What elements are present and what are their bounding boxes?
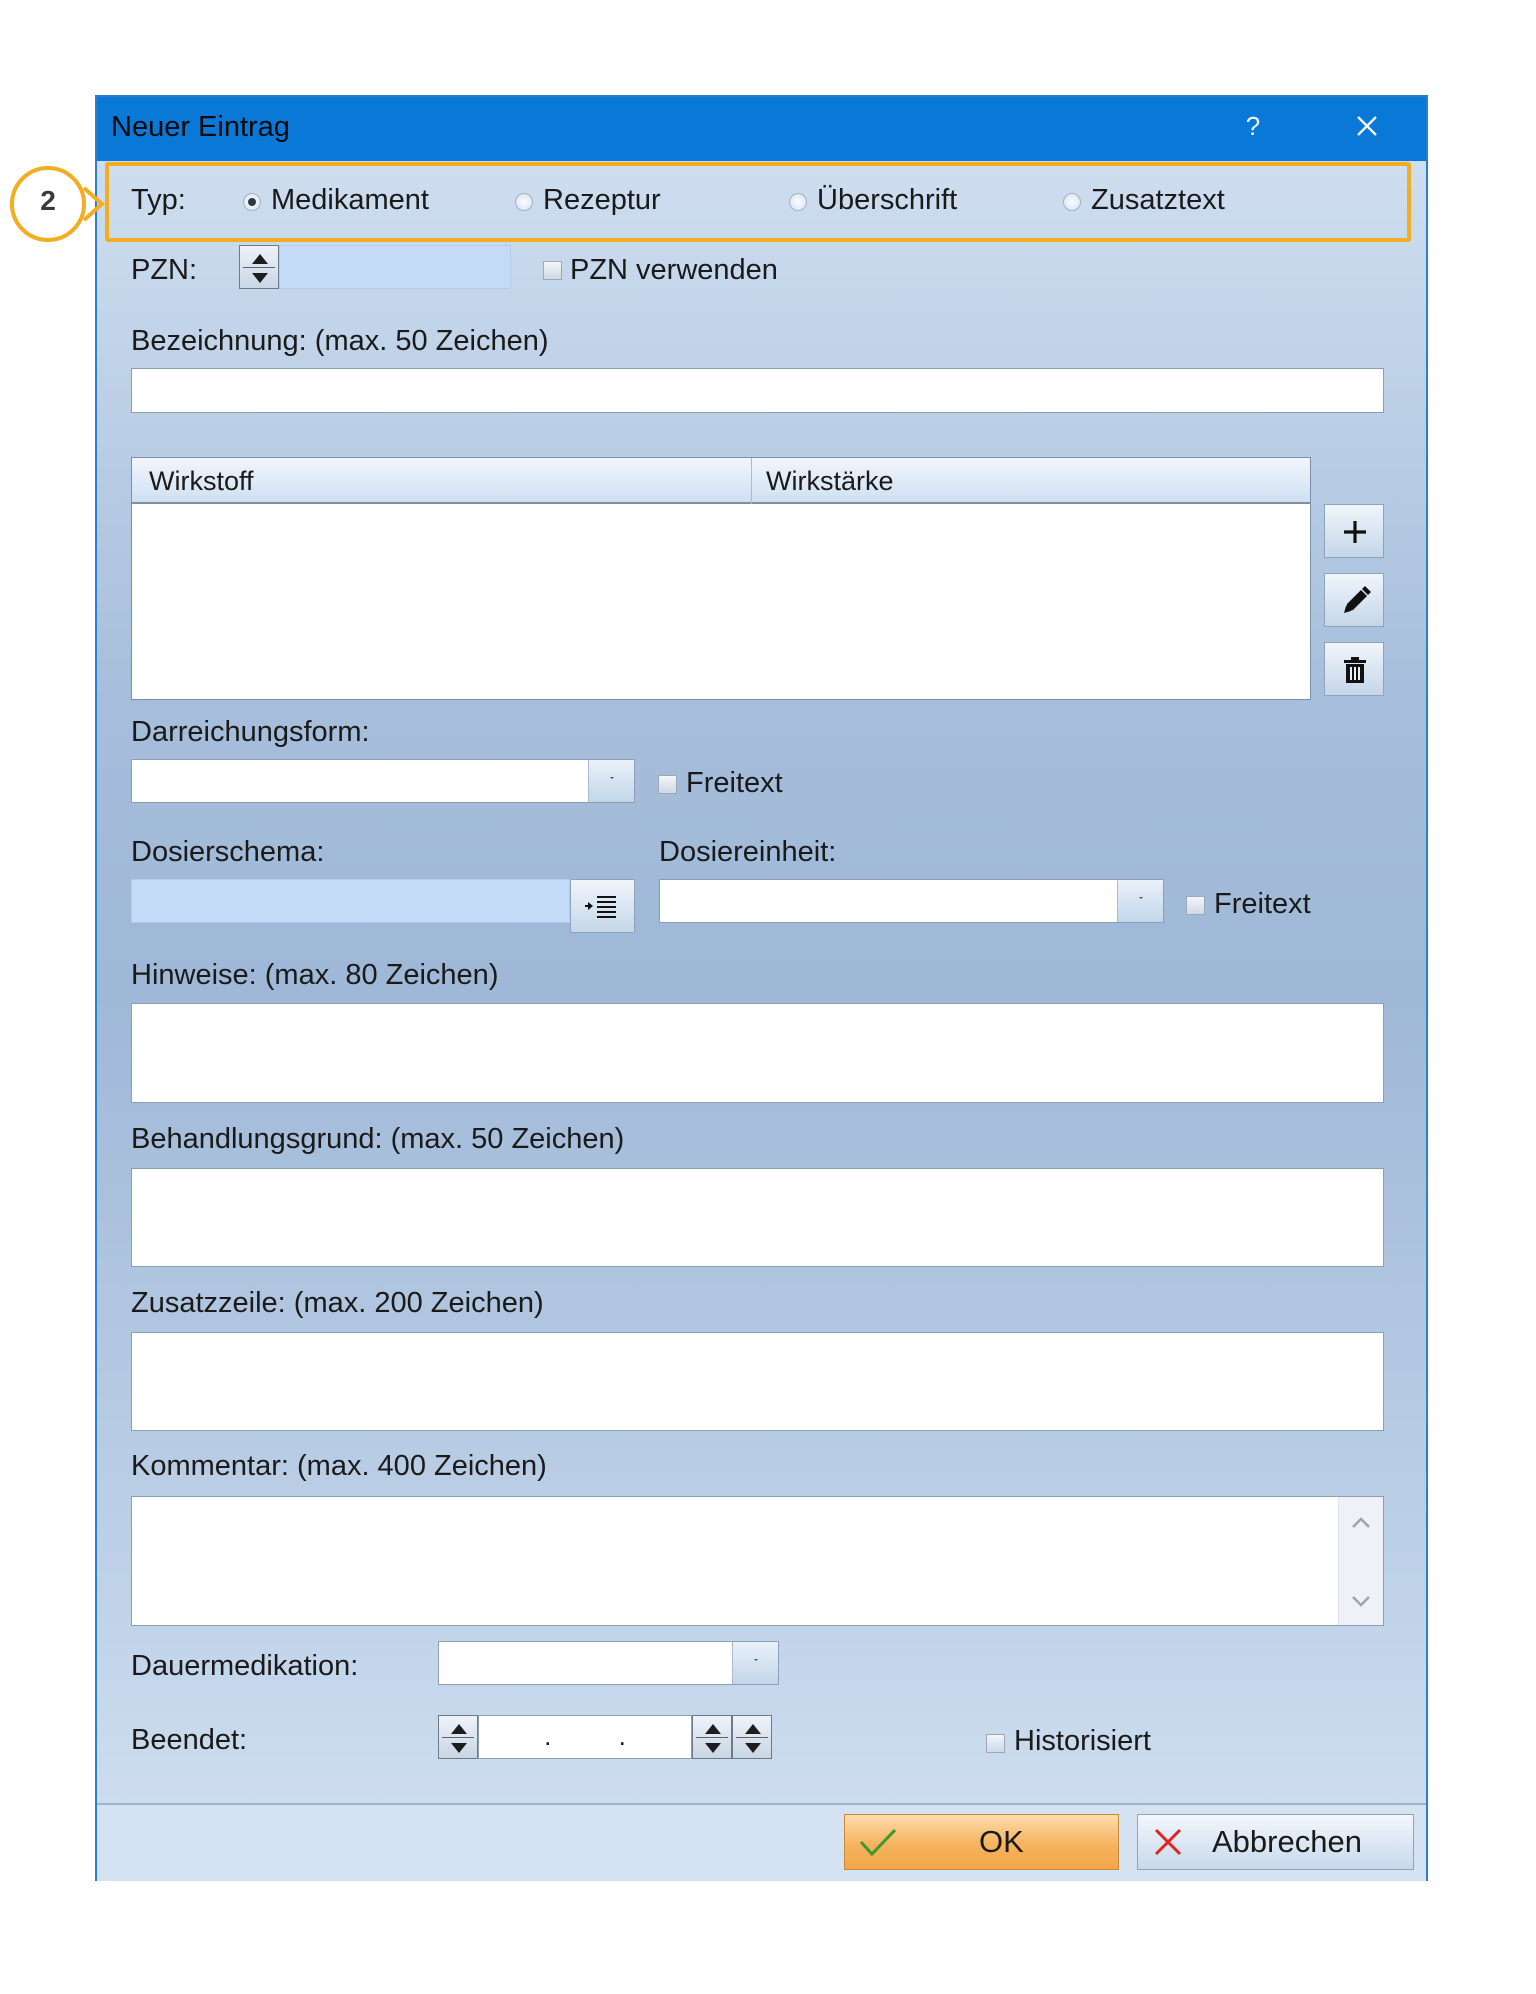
trash-icon — [1325, 643, 1385, 697]
pzn-spin-button[interactable] — [239, 245, 279, 289]
darreichungsform-select[interactable] — [131, 759, 635, 803]
hinweise-label: Hinweise: (max. 80 Zeichen) — [131, 959, 499, 991]
pzn-input[interactable] — [279, 245, 511, 289]
ok-button[interactable] — [844, 1814, 1119, 1870]
beendet-spin-right-1[interactable] — [692, 1715, 732, 1759]
zusatzzeile-input[interactable] — [131, 1332, 1384, 1431]
zusatzzeile-label: Zusatzzeile: (max. 200 Zeichen) — [131, 1287, 544, 1319]
help-button[interactable]: ? — [1245, 111, 1261, 141]
spin-up-icon — [451, 1724, 467, 1734]
list-indent-icon — [571, 880, 636, 934]
new-entry-dialog — [95, 95, 1428, 1881]
column-header-wirkstaerke[interactable]: Wirkstärke — [766, 466, 894, 496]
callout-badge — [10, 166, 86, 242]
kommentar-scrollbar[interactable] — [1338, 1497, 1383, 1625]
radio-rezeptur-label[interactable]: Rezeptur — [543, 184, 661, 216]
chevron-down-icon[interactable] — [1117, 880, 1163, 922]
beendet-spin-left[interactable] — [438, 1715, 478, 1759]
checkmark-icon — [855, 1820, 901, 1866]
pzn-verwenden-label[interactable]: PZN verwenden — [570, 254, 778, 286]
pencil-icon — [1325, 574, 1385, 628]
chevron-down-icon[interactable] — [732, 1642, 778, 1684]
spin-up-icon — [705, 1724, 721, 1734]
beendet-date-value: . . — [544, 1721, 656, 1751]
dosierschema-input[interactable] — [131, 879, 570, 923]
darreichungsform-freitext-checkbox[interactable] — [658, 775, 677, 794]
cancel-button[interactable] — [1137, 1814, 1414, 1870]
spin-up-icon — [252, 254, 268, 264]
bezeichnung-input[interactable] — [131, 368, 1384, 413]
radio-zusatztext-label[interactable]: Zusatztext — [1091, 184, 1225, 216]
darreichungsform-freitext-label[interactable]: Freitext — [686, 767, 783, 799]
spin-down-icon — [252, 273, 268, 283]
scroll-down-icon[interactable] — [1339, 1581, 1384, 1621]
beendet-spin-right-2[interactable] — [732, 1715, 772, 1759]
radio-medikament-label[interactable]: Medikament — [271, 184, 429, 216]
dauermedikation-select[interactable] — [438, 1641, 779, 1685]
spin-down-icon — [705, 1743, 721, 1753]
dialog-title: Neuer Eintrag — [111, 111, 290, 143]
scroll-up-icon[interactable] — [1339, 1503, 1384, 1543]
behandlungsgrund-input[interactable] — [131, 1168, 1384, 1267]
historisiert-checkbox[interactable] — [986, 1734, 1005, 1753]
dosiereinheit-freitext-checkbox[interactable] — [1186, 896, 1205, 915]
table-header — [132, 458, 1310, 504]
close-button[interactable] — [1347, 109, 1387, 145]
beendet-label: Beendet: — [131, 1724, 248, 1756]
hinweise-input[interactable] — [131, 1003, 1384, 1103]
dosiereinheit-label: Dosiereinheit: — [659, 836, 837, 868]
title-bar — [97, 97, 1426, 161]
spin-up-icon — [745, 1724, 761, 1734]
wirkstoff-table[interactable] — [131, 457, 1311, 700]
add-wirkstoff-button[interactable] — [1324, 504, 1384, 558]
behandlungsgrund-label: Behandlungsgrund: (max. 50 Zeichen) — [131, 1123, 625, 1155]
darreichungsform-label: Darreichungsform: — [131, 716, 370, 748]
close-icon — [1347, 109, 1387, 145]
bezeichnung-label: Bezeichnung: (max. 50 Zeichen) — [131, 325, 549, 357]
dosierschema-label: Dosierschema: — [131, 836, 325, 868]
typ-highlight-frame — [105, 162, 1411, 242]
historisiert-label[interactable]: Historisiert — [1014, 1725, 1151, 1757]
cancel-button-label: Abbrechen — [1212, 1824, 1362, 1859]
delete-wirkstoff-button[interactable] — [1324, 642, 1384, 696]
cancel-x-icon — [1146, 1820, 1192, 1866]
dosiereinheit-freitext-label[interactable]: Freitext — [1214, 888, 1311, 920]
radio-ueberschrift-label[interactable]: Überschrift — [817, 184, 958, 216]
callout-number: 2 — [40, 185, 56, 216]
dosierschema-button[interactable] — [570, 879, 635, 933]
ok-button-label: OK — [979, 1824, 1024, 1859]
spin-down-icon — [451, 1743, 467, 1753]
dosiereinheit-select[interactable] — [659, 879, 1164, 923]
kommentar-label: Kommentar: (max. 400 Zeichen) — [131, 1450, 547, 1482]
typ-label: Typ: — [131, 184, 186, 216]
beendet-date-input[interactable] — [478, 1715, 692, 1759]
pzn-verwenden-checkbox[interactable] — [543, 261, 562, 280]
kommentar-input[interactable] — [131, 1496, 1384, 1626]
chevron-down-icon[interactable] — [588, 760, 634, 802]
plus-icon — [1325, 505, 1385, 559]
edit-wirkstoff-button[interactable] — [1324, 573, 1384, 627]
column-header-wirkstoff[interactable]: Wirkstoff — [149, 466, 254, 496]
spin-down-icon — [745, 1743, 761, 1753]
pzn-label: PZN: — [131, 254, 198, 286]
dauermedikation-label: Dauermedikation: — [131, 1650, 359, 1682]
